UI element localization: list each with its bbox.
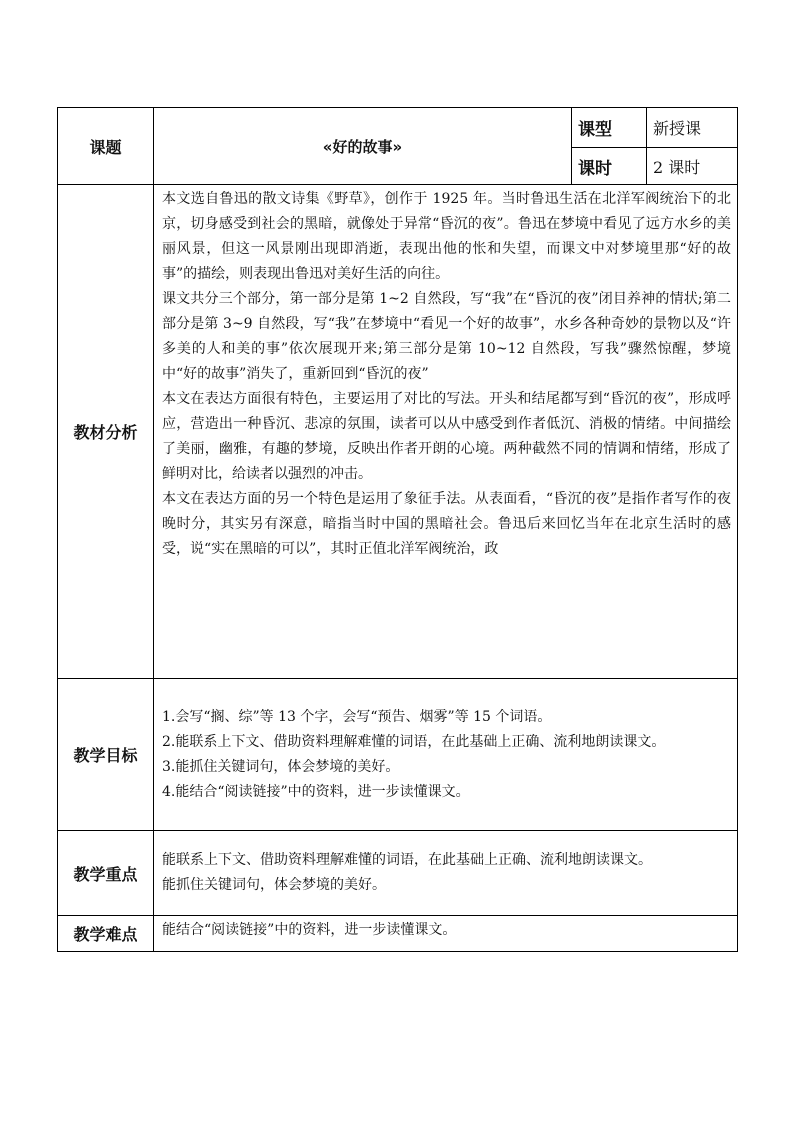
key-points-content [154, 831, 738, 916]
topic-label: 课题 [58, 108, 154, 185]
difficulty-content [154, 916, 738, 952]
analysis-paragraph: 课文共分三个部分，第一部分是第 1~2 自然段，写“我”在“昏沉的夜”闭目养神的情状;第二部分是第 3~9 自然段，写“我”在梦境中“看见一个好的故事”，水乡各种奇妙的景物以及“许多美的人和美的事”依次展现开来;第三部分是第 10~12 自然段，写我”骤然惊醒，梦境中“好的故事”消失了，重新回到“昏沉的夜” [162, 291, 731, 382]
analysis-content [154, 185, 738, 679]
lesson-type-value: 新授课 [647, 108, 738, 148]
goals-content [154, 679, 738, 831]
analysis-label: 教材分析 [58, 185, 154, 679]
goals-label: 教学目标 [58, 679, 154, 831]
key-points-label: 教学重点 [58, 831, 154, 916]
goal-item: 2.能联系上下文、借助资料理解难懂的词语，在此基础上正确、流利地朗读课文。 [162, 733, 666, 750]
difficulty-label: 教学难点 [58, 916, 154, 952]
lesson-title: «好的故事» [154, 108, 572, 185]
lesson-plan-table [57, 107, 738, 952]
goal-item: 4.能结合“阅读链接”中的资料，进一步读懂课文。 [162, 783, 470, 800]
analysis-paragraph: 本文选自鲁迅的散文诗集《野草》，创作于 1925 年。当时鲁迅生活在北洋军阀统治下的北京，切身感受到社会的黑暗，就像处于异常“昏沉的夜”。鲁迅在梦境中看见了远方水乡的美丽风景，但这一风景刚出现即消逝，表现出他的怅和失望，而课文中对梦境里那“好的故事”的描绘，则表现出鲁迅对美好生活的向往。 [162, 191, 731, 282]
goal-item: 1.会写“搁、综”等 13 个字，会写“预告、烟雾”等 15 个词语。 [162, 708, 552, 725]
goal-item: 3.能抓住关键词句，体会梦境的美好。 [162, 758, 400, 775]
key-point-item: 能联系上下文、借助资料理解难懂的词语，在此基础上正确、流利地朗读课文。 [162, 852, 652, 868]
difficulty-text: 能结合“阅读链接”中的资料，进一步读懂课文。 [162, 922, 457, 938]
lesson-type-label: 课型 [572, 108, 647, 148]
class-hours-label: 课时 [572, 148, 647, 185]
class-hours-value: 2 课时 [647, 148, 738, 185]
analysis-paragraph: 本文在表达方面的另一个特色是运用了象征手法。从表面看，“昏沉的夜”是指作者写作的夜晚时分，其实另有深意，暗指当时中国的黑暗社会。鲁迅后来回忆当年在北京生活时的感受，说“实在黑暗的可以”，其时正值北洋军阀统治，政 [162, 491, 731, 557]
analysis-paragraph: 本文在表达方面很有特色，主要运用了对比的写法。开头和结尾都写到“昏沉的夜”，形成呼应，营造出一种昏沉、悲凉的氛围，读者可以从中感受到作者低沉、消极的情绪。中间描绘了美丽，幽雅，有趣的梦境，反映出作者开朗的心境。两种截然不同的情调和情绪，形成了鲜明对比，给读者以强烈的冲击。 [162, 391, 731, 482]
key-point-item: 能抓住关键词句，体会梦境的美好。 [162, 877, 386, 893]
